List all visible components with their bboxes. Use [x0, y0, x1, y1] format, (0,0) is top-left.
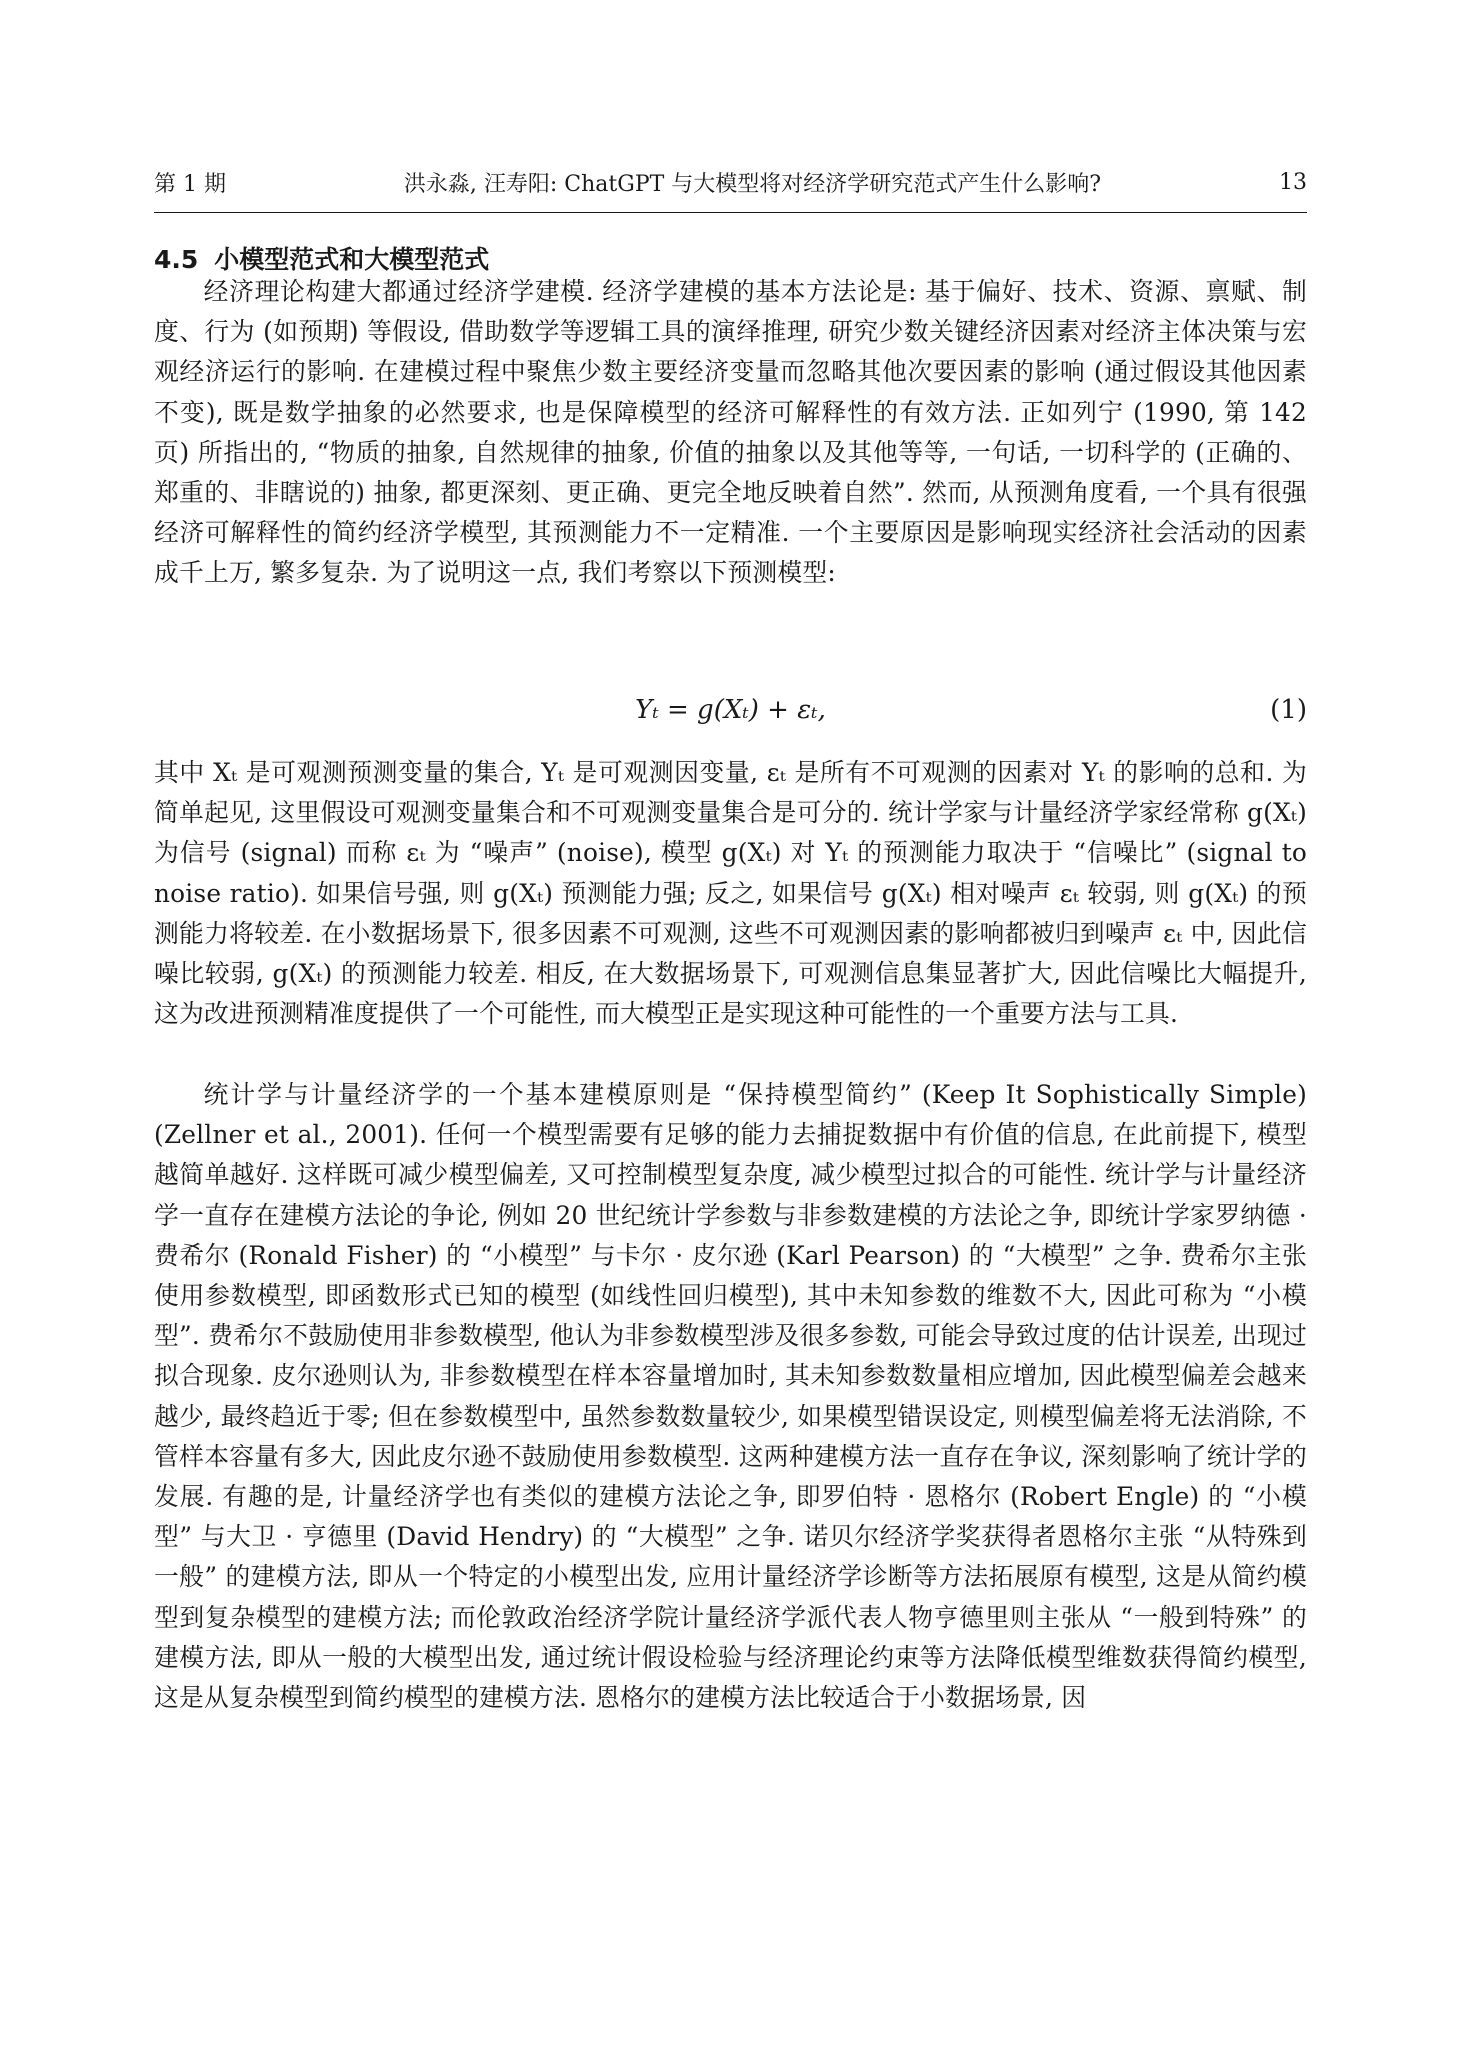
running-title: 洪永淼, 汪寿阳: ChatGPT 与大模型将对经济学研究范式产生什么影响?: [403, 171, 1102, 197]
paragraph-3: 统计学与计量经济学的一个基本建模原则是 “保持模型简约” (Keep It Sophistically Simple) (Zellner et al., 2001). 任何一个模型需要有足够的能力去捕捉数据中有价值的信息, 在此前提下, 模型越简单越好. 这样既可减少模型偏差, 又可控制模型复杂度, 减少模型过拟合的可能性. 统计学与计量经济学一直存在建模方法论的争论, 例如 20 世纪统计学参数与非参数建模的方法论之争, 即统计学家罗纳德 · 费希尔 (Ronald Fisher) 的 “小模型” 与卡尔 · 皮尔逊 (Karl Pearson) 的 “大模型” 之争. 费希尔主张使用参数模型, 即函数形式已知的模型 (如线性回归模型), 其中未知参数的维数不大, 因此可称为 “小模型”. 费希尔不鼓励使用非参数模型, 他认为非参数模型涉及很多参数, 可能会导致过度的估计误差, 出现过拟合现象. 皮尔逊则认为, 非参数模型在样本容量增加时, 其未知参数数量相应增加, 因此模型偏差会越来越少, 最终趋近于零; 但在参数模型中, 虽然参数数量较少, 如果模型错误设定, 则模型偏差将无法消除, 不管样本容量有多大, 因此皮尔逊不鼓励使用参数模型. 这两种建模方法一直存在争议, 深刻影响了统计学的发展. 有趣的是, 计量经济学也有类似的建模方法论之争, 即罗伯特 · 恩格尔 (Robert Engle) 的 “小模型” 与大卫 · 亨德里 (David Hendry) 的 “大模型” 之争. 诺贝尔经济学奖获得者恩格尔主张 “从特殊到一般” 的建模方法, 即从一个特定的小模型出发, 应用计量经济学诊断等方法拓展原有模型, 这是从简约模型到复杂模型的建模方法; 而伦敦政治经济学院计量经济学派代表人物亨德里则主张从 “一般到特殊” 的建模方法, 即从一般的大模型出发, 通过统计假设检验与经济理论约束等方法降低模型维数获得简约模型, 这是从复杂模型到简约模型的建模方法. 恩格尔的建模方法比较适合于小数据场景, 因: [154, 1080, 1307, 1713]
issue-label: 第 1 期: [154, 171, 226, 197]
paragraph-1: 经济理论构建大都通过经济学建模. 经济学建模的基本方法论是: 基于偏好、技术、资源、禀赋、制度、行为 (如预期) 等假设, 借助数学等逻辑工具的演绎推理, 研究少数关键经济因素对经济主体决策与宏观经济运行的影响. 在建模过程中聚焦少数主要经济变量而忽略其他次要因素的影响 (通过假设其他因素不变), 既是数学抽象的必然要求, 也是保障模型的经济可解释性的有效方法. 正如列宁 (1990, 第 142 页) 所指出的, “物质的抽象, 自然规律的抽象, 价值的抽象以及其他等等, 一句话, 一切科学的 (正确的、郑重的、非瞎说的) 抽象, 都更深刻、更正确、更完全地反映着自然”. 然而, 从预测角度看, 一个具有很强经济可解释性的简约经济学模型, 其预测能力不一定精准. 一个主要原因是影响现实经济社会活动的因素成千上万, 繁多复杂. 为了说明这一点, 我们考察以下预测模型:: [154, 277, 1307, 588]
running-header: [154, 162, 1307, 202]
page-number: 13: [1279, 169, 1307, 195]
equation-1: [154, 695, 1307, 739]
section-heading: [154, 240, 489, 276]
section-number: 4.5: [154, 245, 199, 274]
equation-body: Yₜ = g(Xₜ) + εₜ,: [635, 695, 826, 725]
section-title: 小模型范式和大模型范式: [214, 245, 490, 274]
header-rule: [154, 212, 1307, 213]
equation-number: (1): [1270, 695, 1307, 725]
paragraph-2: 其中 Xₜ 是可观测预测变量的集合, Yₜ 是可观测因变量, εₜ 是所有不可观测的因素对 Yₜ 的影响的总和. 为简单起见, 这里假设可观测变量集合和不可观测变量集合是可分的. 统计学家与计量经济学家经常称 g(Xₜ) 为信号 (signal) 而称 εₜ 为 “噪声” (noise), 模型 g(Xₜ) 对 Yₜ 的预测能力取决于 “信噪比” (signal to noise ratio). 如果信号强, 则 g(Xₜ) 预测能力强; 反之, 如果信号 g(Xₜ) 相对噪声 εₜ 较弱, 则 g(Xₜ) 的预测能力将较差. 在小数据场景下, 很多因素不可观测, 这些不可观测因素的影响都被归到噪声 εₜ 中, 因此信噪比较弱, g(Xₜ) 的预测能力较差. 相反, 在大数据场景下, 可观测信息集显著扩大, 因此信噪比大幅提升, 这为改进预测精准度提供了一个可能性, 而大模型正是实现这种可能性的一个重要方法与工具.: [154, 758, 1307, 1029]
